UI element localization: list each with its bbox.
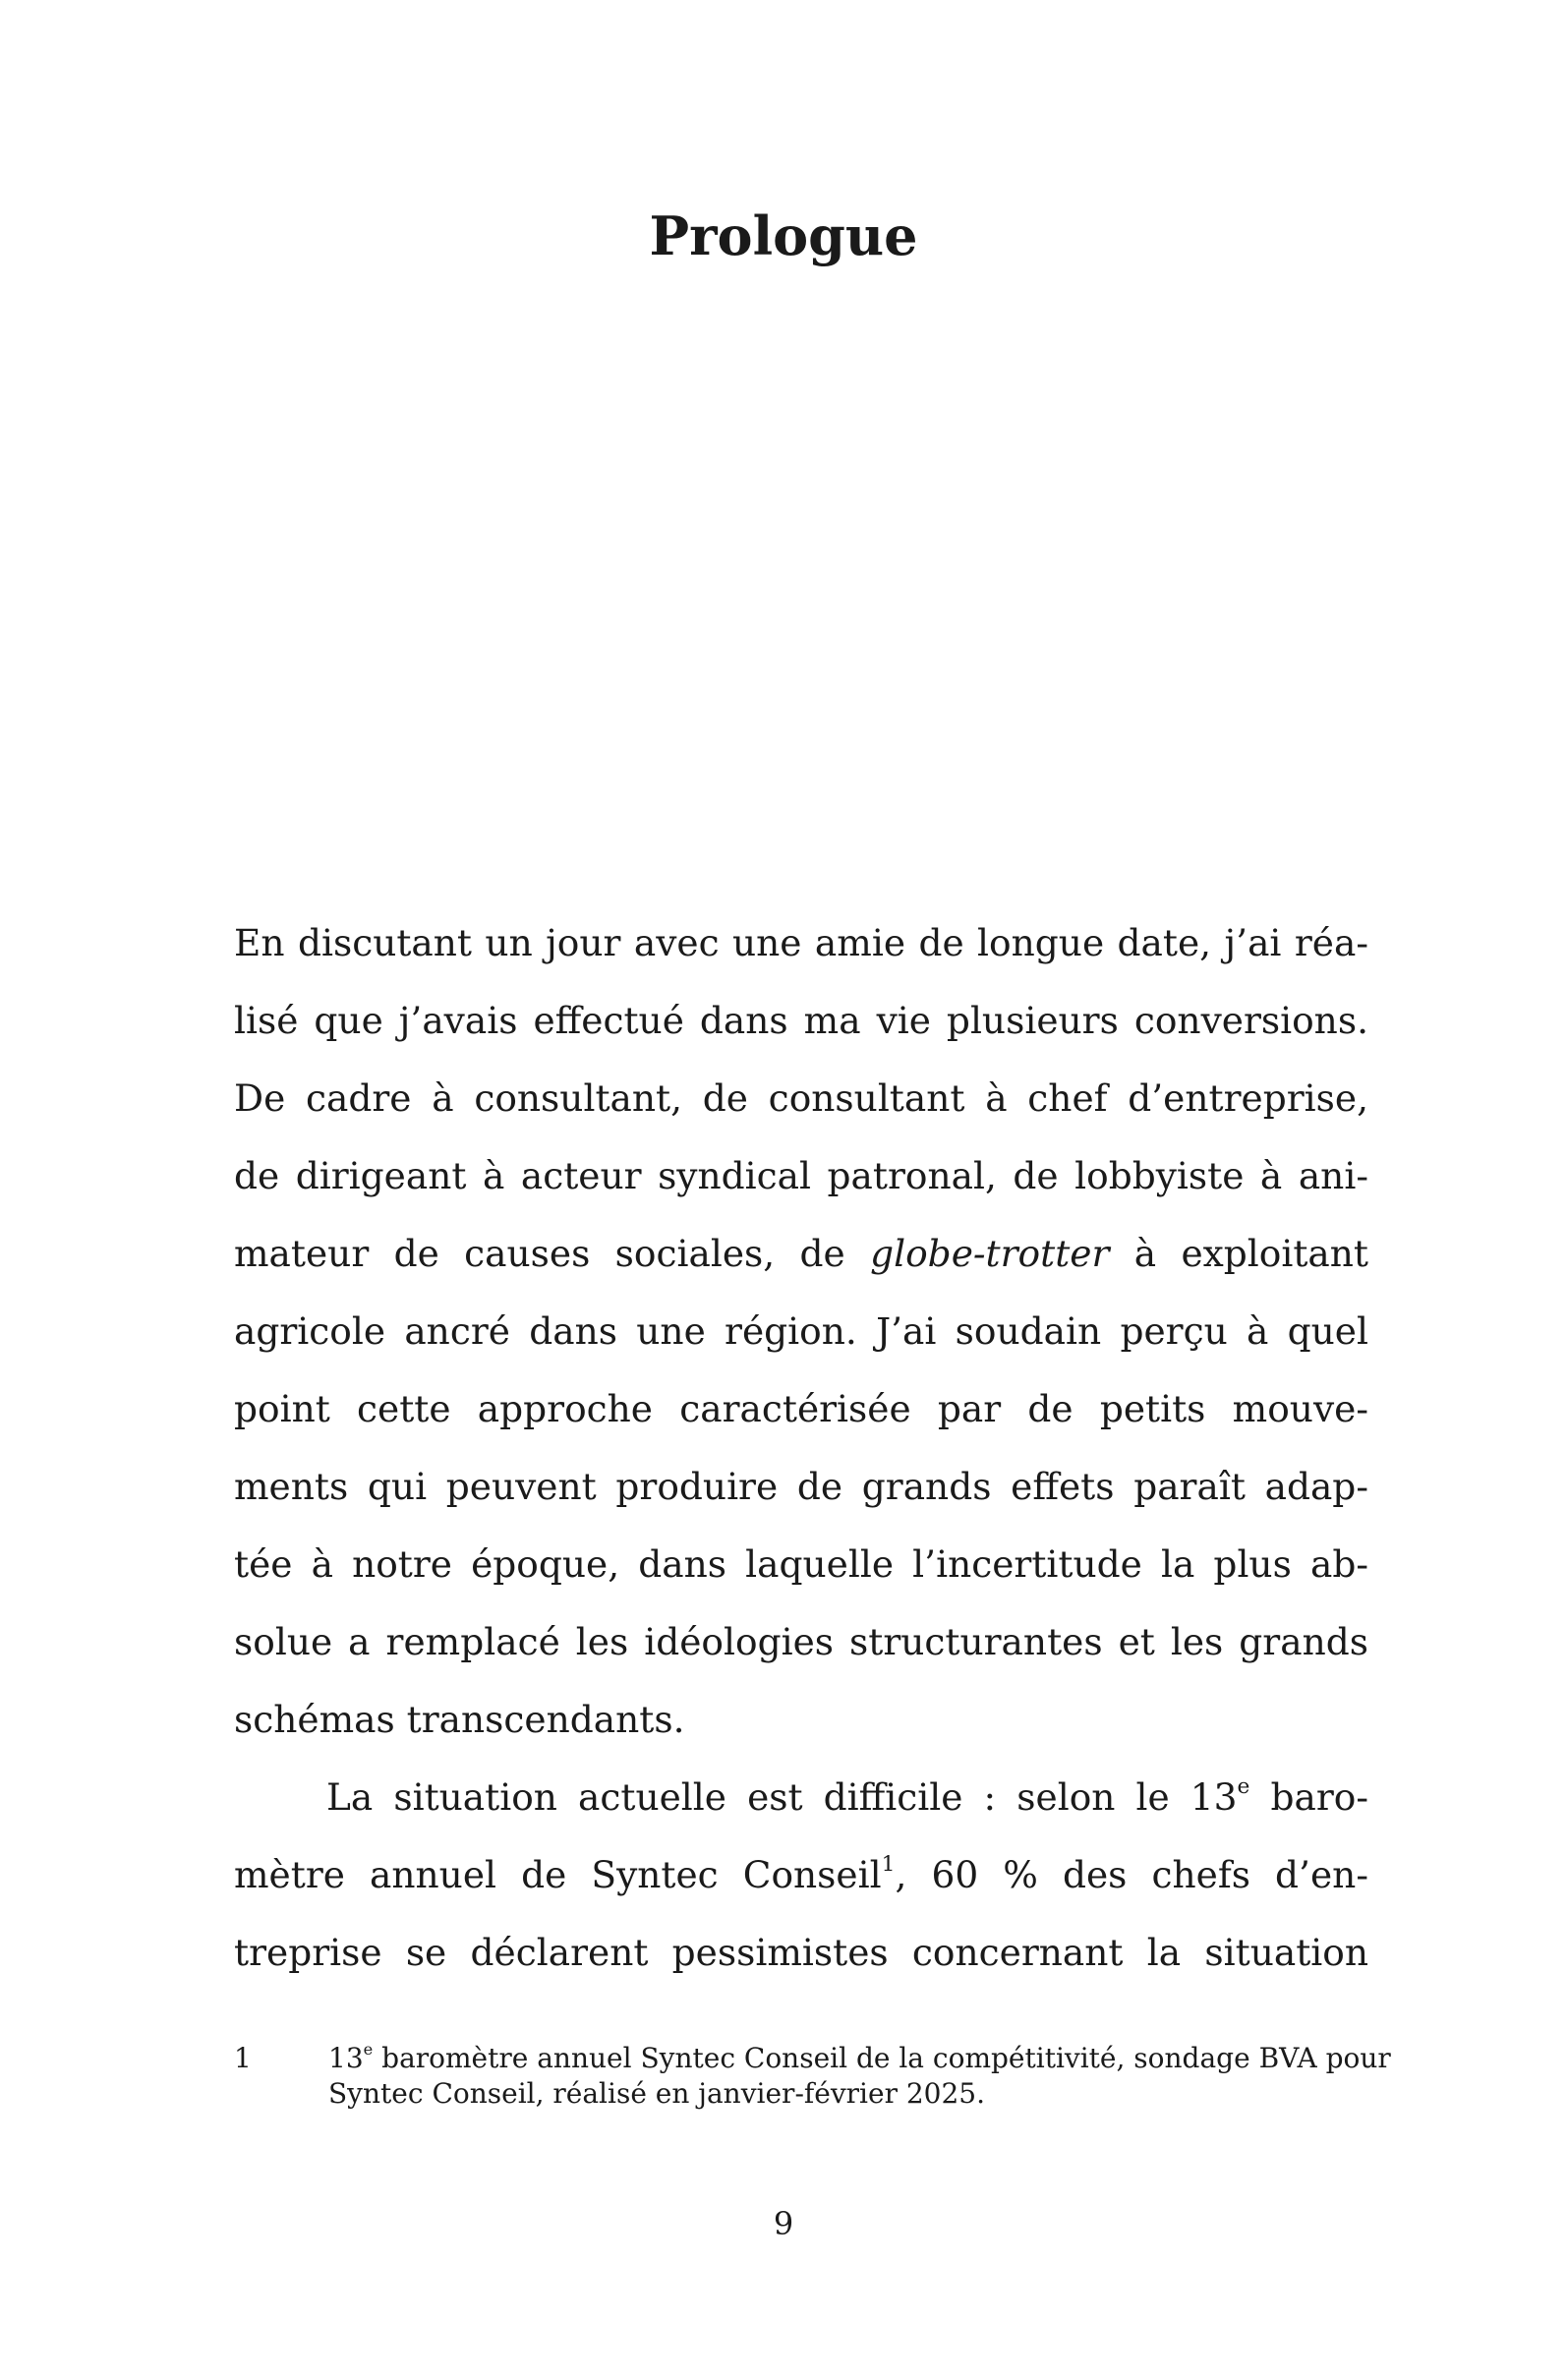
- text-segment: , 60 % des chefs d’en-: [895, 1853, 1368, 1896]
- text-segment: mateur de causes sociales, de: [234, 1232, 871, 1275]
- text-line: De cadre à consultant, de consultant à chef d’entreprise,: [234, 1076, 1368, 1120]
- footnote: [234, 2040, 1391, 2112]
- text-line: [234, 1836, 1368, 1914]
- text-segment: 13: [328, 2042, 364, 2074]
- footnote-number: 1: [234, 2042, 252, 2074]
- body-text: [234, 904, 1368, 1992]
- chapter-title: Prologue: [649, 204, 918, 267]
- text-line: ments qui peuvent produire de grands effets paraît adap-: [234, 1465, 1368, 1508]
- footnote-ref[interactable]: 1: [881, 1852, 896, 1878]
- superscript: e: [1237, 1774, 1250, 1800]
- italic-term: globe-trotter: [870, 1232, 1110, 1275]
- text-line: schémas transcendants.: [234, 1698, 685, 1741]
- text-line: En discutant un jour avec une amie de longue date, j’ai réa-: [234, 921, 1368, 964]
- text-segment: mètre annuel de Syntec Conseil: [234, 1853, 882, 1896]
- text-line: agricole ancré dans une région. J’ai soudain perçu à quel: [234, 1309, 1368, 1353]
- text-line: [234, 1759, 1368, 1836]
- text-line: treprise se déclarent pessimistes concernant la situation: [234, 1931, 1368, 1974]
- text-line: solue a remplacé les idéologies structurantes et les grands: [234, 1620, 1368, 1663]
- text-line: lisé que j’avais effectué dans ma vie plusieurs conversions.: [234, 999, 1368, 1042]
- text-line: point cette approche caractérisée par de petits mouve-: [234, 1387, 1368, 1430]
- text-segment: baro-: [1249, 1775, 1368, 1819]
- footnote-line: [328, 2041, 1391, 2076]
- paragraph-1: [234, 904, 1368, 1759]
- text-segment: baromètre annuel Syntec Conseil de la compétitivité, sondage BVA pour: [373, 2042, 1391, 2074]
- text-line: tée à notre époque, dans laquelle l’incertitude la plus ab-: [234, 1542, 1368, 1586]
- text-line: [234, 1215, 1368, 1293]
- text-segment: La situation actuelle est difficile : selon le 13: [326, 1775, 1238, 1819]
- text-line: de dirigeant à acteur syndical patronal, de lobbyiste à ani-: [234, 1154, 1368, 1197]
- footnote-text: [328, 2041, 1391, 2112]
- footnote-line: Syntec Conseil, réalisé en janvier-février 2025.: [328, 2077, 986, 2110]
- superscript: e: [363, 2040, 374, 2060]
- paragraph-2: [234, 1759, 1368, 1992]
- page-number: 9: [773, 2205, 794, 2242]
- text-segment: à exploitant: [1109, 1232, 1368, 1275]
